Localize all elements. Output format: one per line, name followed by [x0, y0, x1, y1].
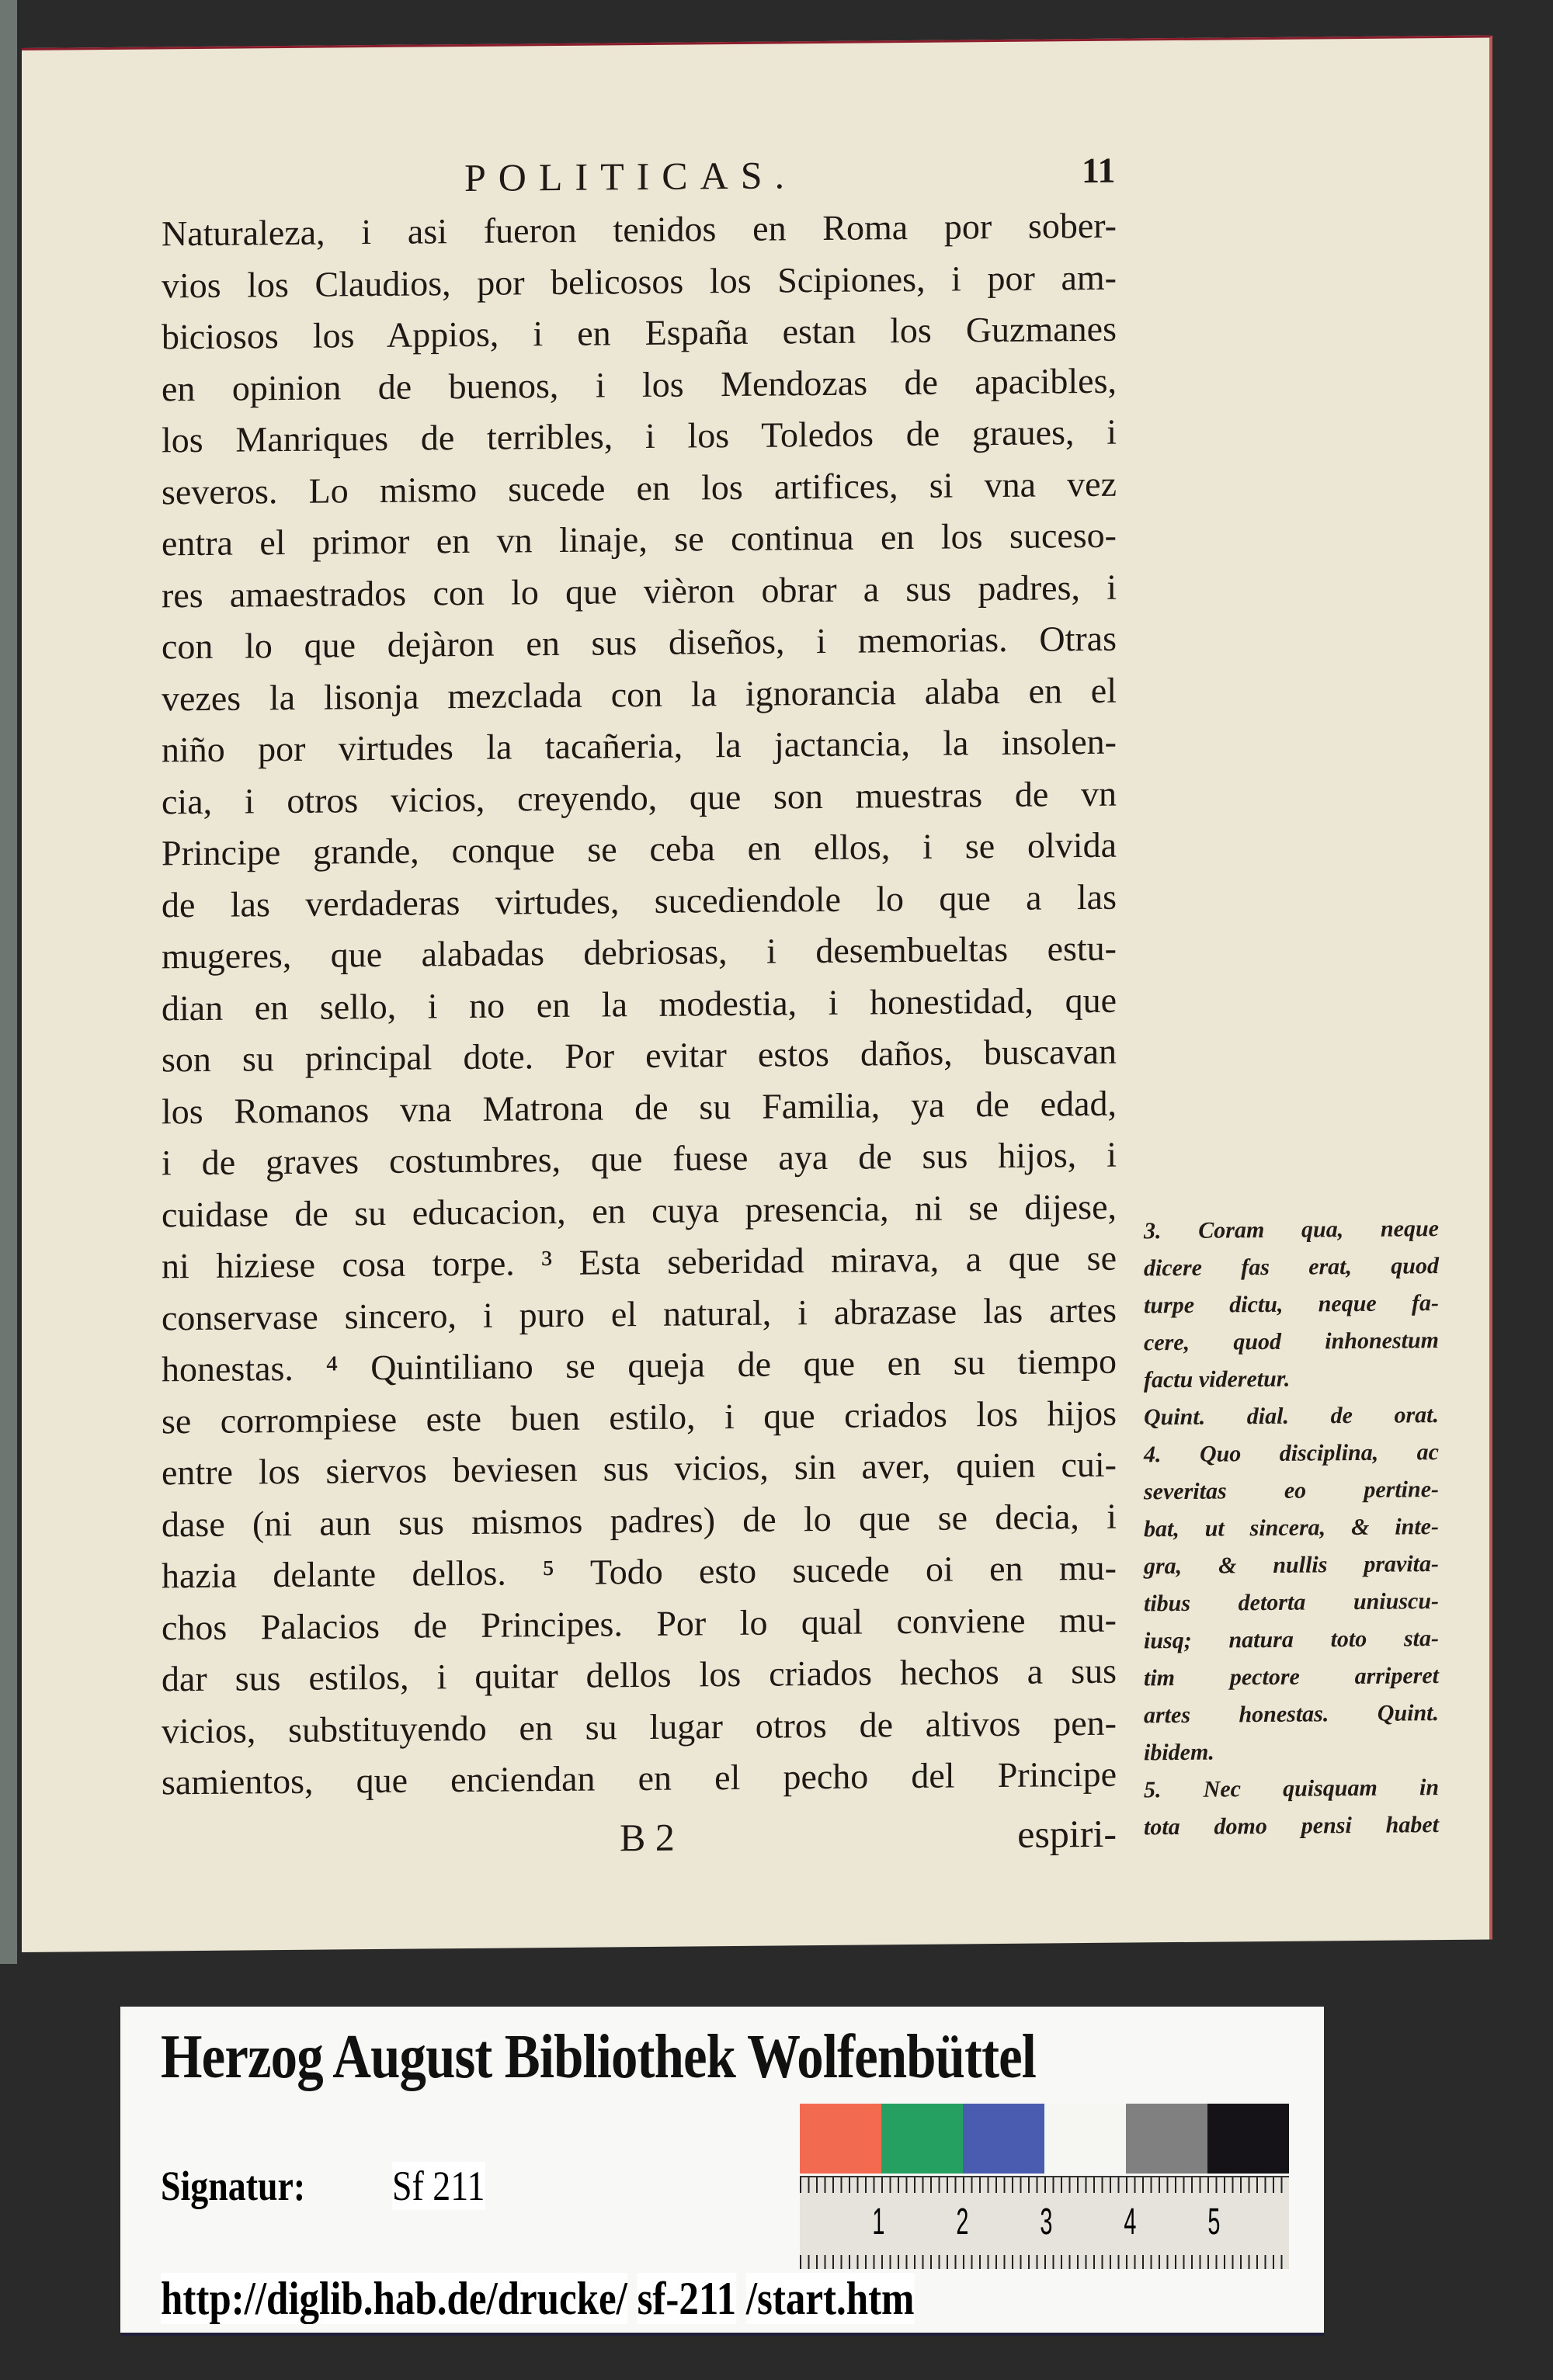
text-line: biciosos los Appios, i en España estan los Guzmanes [162, 308, 1117, 357]
catchword: espiri- [1017, 1811, 1117, 1856]
text-line: ni hiziese cosa torpe. ³ Esta seberidad mirava, a que se [162, 1237, 1117, 1286]
main-text [162, 200, 1117, 1809]
color-swatch [1044, 2104, 1126, 2174]
library-name: Herzog August Bibliothek Wolfenbüttel [161, 2023, 1037, 2091]
margin-note-line: factu videretur. [1144, 1365, 1291, 1393]
margin-note-line: ibidem. [1144, 1739, 1214, 1766]
color-swatch [963, 2104, 1044, 2174]
text-line: vicios, substituyendo en su lugar otros de altivos pen- [162, 1702, 1117, 1750]
text-line: mugeres, que alabadas debriosas, i desembueltas estu- [162, 928, 1117, 977]
page-header [22, 147, 1489, 206]
text-line: Naturaleza, i asi fueron tenidos en Roma por sober- [162, 205, 1117, 254]
color-swatch [881, 2104, 963, 2174]
text-line: chos Palacios de Principes. Por lo qual conviene mu- [162, 1599, 1117, 1647]
margin-note-line: Quint. dial. de orat. [1144, 1402, 1439, 1431]
margin-note-line: gra, & nullis pravita- [1144, 1551, 1439, 1580]
margin-note-line: cere, quod inhonestum [1144, 1327, 1439, 1356]
text-line: samientos, que enciendan en el pecho del Principe [162, 1754, 1117, 1802]
color-swatch [800, 2104, 881, 2174]
margin-note-line: 3. Coram qua, neque [1144, 1216, 1439, 1244]
running-title: POLITICAS. [464, 153, 797, 200]
margin-note-line: 4. Quo disciplina, ac [1144, 1439, 1439, 1468]
signature-label: Signatur: [161, 2163, 306, 2209]
text-line: i de graves costumbres, que fuese aya de sus hijos, i [162, 1134, 1117, 1183]
margin-note-line: artes honestas. Quint. [1144, 1700, 1439, 1729]
margin-notes [1144, 1210, 1439, 1846]
ruler-number: 4 [1124, 2201, 1137, 2243]
text-line: los Romanos vna Matrona de su Familia, ya de edad, [162, 1083, 1117, 1131]
signature-value: Sf 211 [392, 2163, 485, 2209]
library-card [120, 2007, 1324, 2336]
text-line: vezes la lisonja mezclada con la ignorancia alaba en el [162, 670, 1117, 718]
text-line: dar sus estilos, i quitar dellos los criados hechos a sus [162, 1650, 1117, 1699]
text-line: conservase sincero, i puro el natural, i abrazase las artes [162, 1289, 1117, 1337]
text-line: severos. Lo mismo sucede en los artifices, si vna vez [162, 463, 1117, 512]
book-spine-edge [0, 0, 17, 1964]
margin-note-line: tim pectore arriperet [1144, 1663, 1439, 1691]
book-page [22, 35, 1492, 1952]
text-line: dase (ni aun sus mismos padres) de lo que se decia, i [162, 1496, 1117, 1544]
text-line: niño por virtudes la tacañeria, la jactancia, la insolen- [162, 721, 1117, 770]
margin-note-line: 5. Nec quisquam in [1144, 1775, 1439, 1803]
ruler-number: 3 [1040, 2201, 1053, 2243]
text-line: de las verdaderas virtudes, sucediendole lo que a las [162, 876, 1117, 925]
text-line: vios los Claudios, por belicosos los Scipiones, i por am- [162, 257, 1117, 305]
color-swatch [1126, 2104, 1207, 2174]
ruler-number: 5 [1207, 2201, 1221, 2243]
text-line: entra el primor en vn linaje, se continua en los suceso- [162, 515, 1117, 564]
text-line: con lo que dejàron en sus diseños, i memorias. Otras [162, 618, 1117, 667]
page-number: 11 [1082, 150, 1116, 191]
text-line: dian en sello, i no en la modestia, i honestidad, que [162, 980, 1117, 1028]
signature-mark: B 2 [620, 1815, 675, 1860]
text-line: cuidase de su educacion, en cuya presencia, ni se dijese, [162, 1186, 1117, 1234]
text-line: hazia delante dellos. ⁵ Todo esto sucede oi en mu- [162, 1547, 1117, 1596]
url [161, 2272, 915, 2325]
url-end: /start.htm [745, 2273, 915, 2324]
text-line: Principe grande, conque se ceba en ellos, i se olvida [162, 824, 1117, 873]
text-line: res amaestrados con lo que vièron obrar a sus padres, i [162, 567, 1117, 615]
color-swatch [1207, 2104, 1289, 2174]
ruler-number: 2 [956, 2201, 969, 2243]
margin-note-line: iusq; natura toto sta- [1144, 1625, 1439, 1654]
text-line: cia, i otros vicios, creyendo, que son muestras de vn [162, 773, 1117, 821]
margin-note-line: turpe dictu, neque fa- [1144, 1290, 1439, 1319]
text-line: entre los siervos beviesen sus vicios, sin aver, quien cui- [162, 1444, 1117, 1493]
margin-note-line: severitas eo pertine- [1144, 1476, 1439, 1505]
margin-note-line: tota domo pensi habet [1144, 1812, 1439, 1841]
text-line: los Manriques de terribles, i los Toledos de graues, i [162, 411, 1117, 460]
text-line: son su principal dote. Por evitar estos daños, buscavan [162, 1031, 1117, 1080]
margin-note-line: bat, ut sincera, & inte- [1144, 1514, 1439, 1542]
url-id: sf-211 [637, 2273, 737, 2324]
margin-note-line: dicere fas erat, quod [1144, 1253, 1439, 1282]
margin-note-line: tibus detorta uniuscu- [1144, 1588, 1439, 1617]
url-base: http://diglib.hab.de/drucke/ [161, 2273, 627, 2324]
page-footer [162, 1811, 1117, 1866]
ruler-number: 1 [872, 2201, 885, 2243]
color-calibration-chart [800, 2104, 1289, 2174]
text-line: en opinion de buenos, i los Mendozas de apacibles, [162, 360, 1117, 408]
text-line: honestas. ⁴ Quintiliano se queja de que en su tiempo [162, 1341, 1117, 1389]
scale-ruler [800, 2176, 1289, 2269]
text-line: se corrompiese este buen estilo, i que criados los hijos [162, 1393, 1117, 1441]
